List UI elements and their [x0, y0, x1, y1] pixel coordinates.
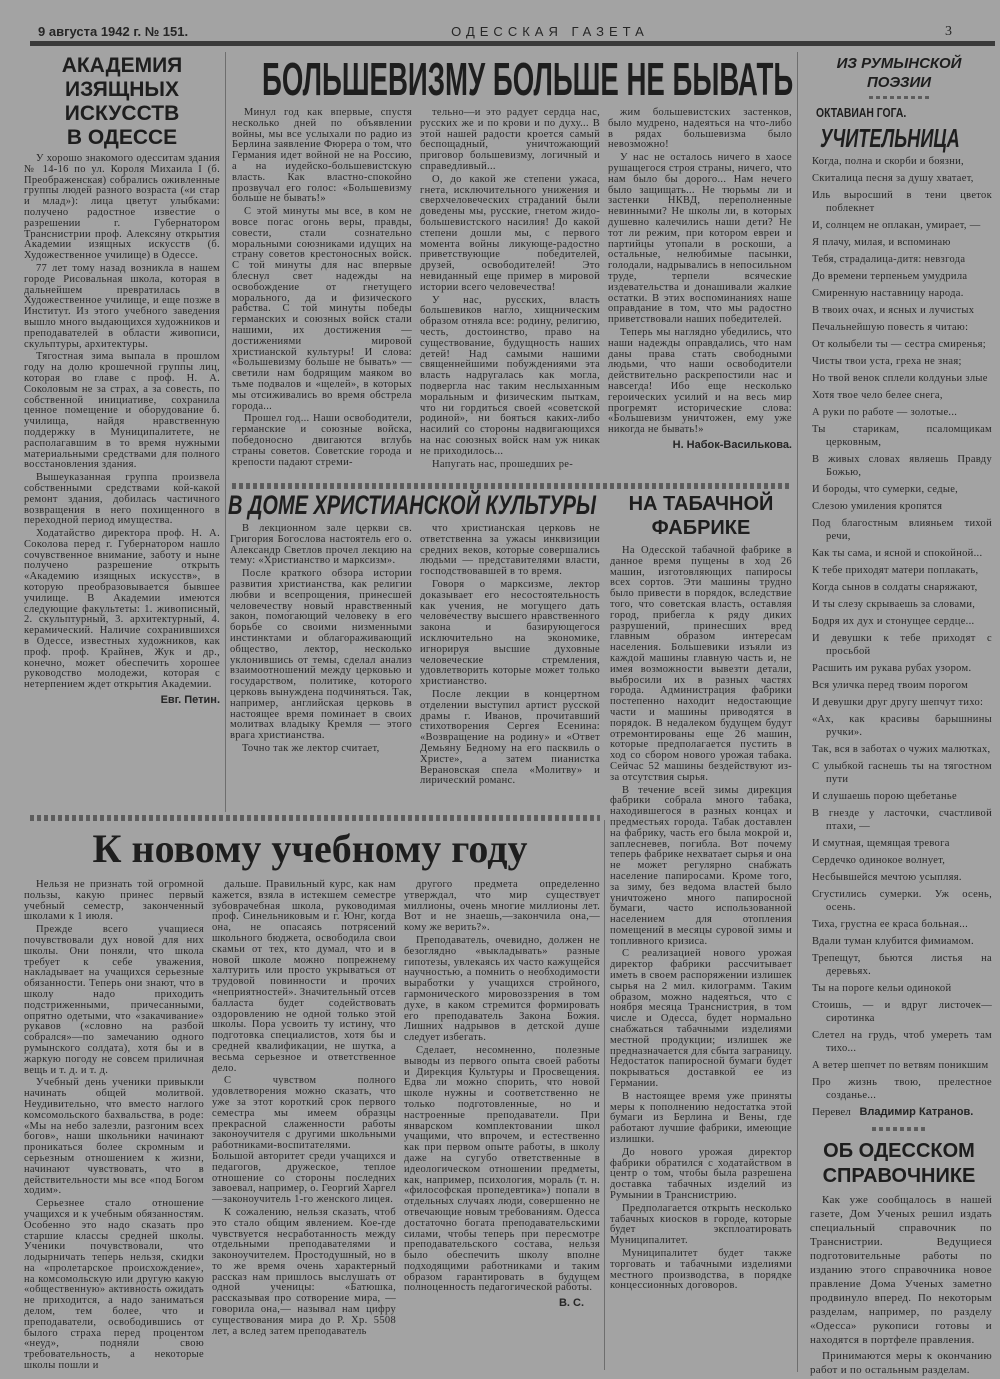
verse-line: До времени терпеньем умудрила [812, 271, 968, 282]
verse-line: В гнезде у ласточки, счастливой птахи, — [812, 808, 992, 832]
bolshevism-column-2 [420, 108, 600, 472]
school-column-1 [24, 880, 204, 1374]
headline-line: ФАБРИКЕ [651, 517, 751, 539]
verse-line: Бодря их дух и стонущее сердце... [812, 616, 975, 627]
masthead-rule [30, 41, 995, 46]
paragraph: У нас, русских, власть большевиков нагло, хищническим образом отняла все: родину, религию, честь, достоинство, право на существование, будущность наших детей! Над самыми нашими священнейшими побуждениями эта власть надругалась как могла, подвергла нас таким неслыханным моральным и физическим пыткам, что ни гордиться своей «советской родиной», ни бояться каких-либо насилий со стороны надвигающихся на нас союзных войск нам уж никак не приходилось... [420, 294, 600, 457]
paragraph: Сделает, несомненно, полезные выводы из первого опыта своей работы и Дирекция Культуры и Просвещения. Едва ли можно спорить, что новой школе нужны и соответственно не только подготовленные, но и настроенные преподаватели. При январском комплектовании школ учащими, что впрочем, и естественно как при первом опыте работы, в школу даже на сугубо ответственные в идеологическом отношении предметы, как, например, психология, мораль (т. н. «философская пропедевтика») попали в отдельных случаях люди, совершенно не отвечающие новым требованиям. Одесса достаточно богата преподавательскими силами, чтобы теперь при пересмотре преподавательского состава, нельзя было обеспечить школу вполне подходящими работниками и таким образом гарантировать в будущем полноценность педагогической работы. [404, 1044, 600, 1294]
verse-line: Ты старикам, псаломщикам церковным, [812, 424, 992, 448]
article-poem [806, 54, 992, 1131]
paragraph: Прежде всего учащиеся почувствовали дух новой для них школы. Они поняли, что школа требует к себе уважения, накладывает на учащихся серьезные обязанности. Теперь они знают, что в школу надо приходить подстриженными, причесанными, опрятно одетыми, что «закачивание» рукавов («словно на разбой собрался»—по замечанию одного румынского солдата), хотя бы и в жаркую погоду не совсем приличная вещь и т. д. и т. д. [24, 924, 204, 1076]
paragraph: С реализацией нового урожая директор фабрики рассчитывает иметь в своем распоряжении излишек сырья на 2 мил. килограмм. Таким образом, можно надеяться, что с ноября месяца Транснистрия, в том числе и Одесса, будет нормально снабжаться табачными изделиями местной продукции; излишек же предназначается для сбыта заграницу. Недостаток папиросной бумаги будет покрываться доставкой ее из Германии. [610, 948, 792, 1090]
paragraph: О, до какой же степени ужаса, гнета, исключительного унижения и сверхчеловеческих страданий были доведены мы, русские, гнетом жидо-большевистского насилия! До какой степени дошли мы, с первого момента войны ликующе-радостно приветствующие победителей, друзей, освободителей! Это невиданный еще пример в мировой истории всего человечества! [420, 173, 600, 293]
poem-title [820, 123, 992, 153]
poem-verses [812, 155, 992, 1102]
bolshevism-byline: Н. Набок-Василькова. [672, 438, 792, 451]
verse-line: Трепещут, бьются листья на деревьях. [812, 953, 992, 977]
paragraph: дальше. Правильный курс, как нам кажется, взяла в истекшем семестре зубоврачебная школа, руководимая проф. Синельниковым и г. Юнг, когда она, не опасаясь потрясений школьного бюджета, освободила свои скамьи от тех, кто думал, что и в новой школе можно попрежнему халтурить или просто укрываться от трудовой повинности и прочих «неприятностей». Значительный отсев балласта будет содействовать оздоровлению не одной только этой школы. Пора усвоить ту истину, что подготовка специалистов, хотя бы и средней квалификации, не шутка, а весьма серьезное и ответственное дело. [212, 879, 396, 1074]
article-tobacco-factory [610, 492, 792, 1294]
paragraph: В лекционном зале церкви св. Григория Богослова настоятель его о. Александр Светлов прочел лекцию на тему: «Христианство и марксизм». [230, 523, 412, 567]
paragraph: У хорошо знакомого одесситам здания № 14-16 по ул. Короля Михаила I (б. Преображенская) собрались оживленные группы людей разного возраста («и стар и млад»): лица цветут улыбками: получено радостное известие о разрешении г. Губернатором Транснистрии проф. Алексяну открытия Академии изящных искусств (б. Художественное училище) в Одессе. [24, 153, 220, 262]
verse-line: Про жизнь твою, прелестное созданье... [812, 1077, 992, 1101]
verse-line: И девушки к тебе приходят с просьбой [812, 633, 992, 657]
paragraph: Учебный день ученики привыкли начинать общей молитвой. Неудивительно, что вместо наглого комсомольского бахвальства, в роде: «Мы на небо залезли, разгоним всех богов», наши школьники начинают проникаться более скромным и серьезным отношением к жизни, начинают чувствовать, что в действительности мы все «под Богом ходим». [24, 1077, 204, 1197]
verse-line: Тиха, грустна ее краса больная... [812, 919, 969, 930]
verse-line: А ветер шепчет по ветвям поникшим [812, 1060, 989, 1071]
paragraph: 77 лет тому назад возникла в нашем городе Рисовальная школа, которая в дальнейшем превратилась в Художественное училище, и еще позже в Институт. Из этого учебного заведения вышло много выдающихся художников и преподавателей в области живописи, скульптуры, архитектуры. [24, 262, 220, 350]
headline-line: СПРАВОЧНИКЕ [822, 1165, 976, 1187]
school-column-3-wrap [404, 880, 600, 1310]
title-text: УЧИТЕЛЬНИЦА [820, 123, 960, 153]
paragraph: Как уже сообщалось в нашей газете, Дом Ученых решил издать специальный справочник по Транснистрии. Ведущиеся подготовительные работы по изданию этого справочника новое правление Дома Ученых заметно продвинуло вперед. По некоторым разделам, например, по разделу «Одесса» рукописи готовы и находятся в портфеле правления. [810, 1194, 992, 1346]
paragraph: Ходатайство директора проф. Н. А. Соколова перед г. Губернатором нашло сочувственное внимание, заботу и ныне получено разрешение открыть «Академию изящных искусств», в которую преобразовывается бывшее училище. В Академии имеются следующие факультеты: 1. живописный, 2. скульптурный, 3. архитектурный, 4. керамический. Наличие сохранившихся в Одессе, известных художников, как проф. проф. Крайнев, Жук и др., конечно, может обеспечить хорошее руководство молодежи, которая с нетерпением ждет открытия Академии. [24, 528, 220, 691]
verse-line: Смиренную наставницу народа. [812, 288, 964, 299]
headline-line: АКАДЕМИЯ [61, 54, 183, 77]
paragraph: жим большевистских застенков, было мудрено, надеяться на что-либо в рядах большевизма было невозможно! [608, 107, 792, 151]
headline-line: ИЗЯЩНЫХ ИСКУССТВ [64, 78, 180, 125]
paragraph: После лекции в концертном отделении выступил артист русской драмы г. Иванов, прочитавший стихотворения Сергея Есенина: «Возвращение на родину» и «Ответ Демьяну Бедному на его пасквиль о Христе», а затем пианистка Верановская спела «Молитву» и лирический романс. [420, 688, 600, 787]
tobacco-headline [610, 492, 792, 540]
section-divider [30, 815, 600, 821]
verse-line: Но твой венок сплели колдуньи злые [812, 373, 988, 384]
paragraph: Муниципалитет будет также торговать и табачными изделиями местного производства, в порядке концессионных договоров. [610, 1248, 792, 1292]
issue-date-number: 9 августа 1942 г. № 151. [38, 24, 189, 39]
paragraph: Нельзя не признать той огромной пользы, какую принес первый учебный семестр, законченный школами к 1 июля. [24, 879, 204, 923]
verse-line: И слушаешь порою щебетанье [812, 791, 957, 802]
verse-line: И смутная, щемящая тревога [812, 838, 950, 849]
verse-line: Я плачу, милая, и вспоминаю [812, 237, 951, 248]
verse-line: Слетел на грудь, чтоб умереть там тихо... [812, 1030, 992, 1054]
verse-line: Когда, полна и скорби и боязни, [812, 156, 964, 167]
paragraph: Говоря о марксизме, лектор доказывает его несостоятельность как учения, не могущего дать человечеству высшего нравственного закона и базирующегося исключительно на экономике, игнорируя высшие духовные человеческие стремления, удовлетворить которые может только христианство. [420, 578, 600, 688]
verse-line: Тебя, страдалица-дитя: невзгода [812, 254, 966, 265]
verse-line: И девушки друг другу шепчут тихо: [812, 697, 984, 708]
verse-line: И бороды, что сумерки, седые, [812, 484, 959, 495]
paragraph: Прошел год... Наши освободители, германские и союзные войска, победоносно двигаются вглубь страны советов. Советские города и крепости падают стреми- [232, 413, 412, 468]
paragraph: Предполагается открыть несколько табачных киосков в городе, которые будет эксплоатировать Муниципалитет. [610, 1202, 792, 1247]
paragraph: Вышеуказанная группа произвела собственными средствами кой-какой ремонт здания, добилась частичного возвращения в него похищенного в переходной период имущества. [24, 472, 220, 527]
verse-line: А руки по работе — золотые... [812, 407, 958, 418]
verse-line: Хотя твое чело белее снега, [812, 390, 943, 401]
column-rule [225, 52, 226, 812]
paragraph: Преподаватель, очевидно, должен не безоглядно «выкладывать» разные гипотезы, увлекаясь их часто кажущейся научностью, а помнить о необходимости выработки у учащихся стройного, гармонического мировоззрения в том духе, в каком стремится формировать его преподаватель Закона Божия. Лишних надрывов в детской душе следует избегать. [404, 934, 600, 1044]
verse-line: К тебе приходят матери поплакать, [812, 565, 979, 576]
verse-line: Под благостным влияньем тихой речи, [812, 518, 992, 542]
translator-name: Владимир Катранов. [859, 1106, 974, 1118]
reference-body [810, 1193, 992, 1377]
paragraph: Напугать нас, прошедших ре- [432, 458, 574, 470]
paragraph: что христианская церковь не ответственна за ужасы инквизиции средних веков, которые совершались людьми — представителями власти, господствовавшей в то время. [420, 523, 600, 578]
verse-line: И, солнцем не оплакан, умирает, — [812, 220, 981, 231]
verse-line: В твоих очах, и ясных и лучистых [812, 305, 975, 316]
ornament [872, 1127, 927, 1131]
verse-line: Вдали туман клубится фимиамом. [812, 936, 974, 947]
academy-headline [24, 54, 220, 150]
paragraph: В настоящее время уже приняты меры к пополнению недостатка этой бумаги из Берлина и Вены, где работают лучшие фабрики, имеющие излишки. [610, 1090, 792, 1146]
paragraph: С этой минуты мы все, в ком не вовсе погас огонь веры, правды, совести, стали сознательно моральными союзниками идущих на страну советов крестоносных войск. С той минуты для нас впервые блеснул свет надежды на освобождение от гнетущего морального, да и физического рабства. С той минуты победы германских и союзных войск стали нашими, их достижения — достижениями мировой христианской культуры! И слова: «Большевизму больше не бывать» — светили нам бодрящим маяком во тьме подвалов и «щелей», в которых мы отсиживались во время обстрела города... [232, 206, 412, 412]
heading-line: ИЗ РУМЫНСКОЙ [836, 55, 962, 72]
paragraph: К сожалению, нельзя сказать, чтоб это стало общим явлением. Кое-где чувствуется несработанность между отдельными преподавателями и законоучителем. Простодушный, но в то же время очень характерный рассказ нам пришлось выслушать от одной ученицы: «Батюшка, рассказывая про сотворение мира, —говорила она,— называл нам цифру существования мира до Р. Хр. 5508 лет, а вслед затем преподаватель [212, 1206, 396, 1337]
bolshevism-column-3 [608, 108, 792, 436]
paragraph: Точно так же лектор считает, [242, 742, 380, 754]
paragraph: Теперь мы наглядно убедились, что наши надежды оправдались, что нам даны права стать свободными людьми, что наши освободители действительно раскрепостили нас и навсегда! Ибо еще несколько героических усилий и на весь мир прогремят исторические слова: «Большевизм уничтожен, ему уже никогда не бывать!» [608, 326, 792, 436]
translator-label: Перевел [812, 1106, 851, 1118]
paragraph: С чувством полного удовлетворения можно сказать, что уже за этот короткий срок первого семестра мы имеем образцы прекрасной слаженности работы законоучителя с другими школьными работниками-воспитателями. Большой авторитет среди учащихся и педагогов, дружеское, теплое отношение со стороны последних завоевал, например, о. Георгий Харгел—законоучитель 1-го женского лицея. [212, 1075, 396, 1206]
bolshevism-column-3-wrap [608, 108, 792, 452]
headline-text: В ДОМЕ ХРИСТИАНСКОЙ КУЛЬТУРЫ [228, 490, 596, 520]
paragraph: После краткого обзора истории развития христианства, как религии любви и всепрощения, принесшей человечеству новый нравственный закон, помогающий человеку в его борьбе со своими низменными инстинктами и облагораживающий общество, лектор, несколько уклонившись от темы, сделал анализ взаимоотношений между церковью и государством, политике, которого церковь вынуждена подчиняться. Так, например, английская церковь в настоящее время поминает в своих молитвах владыку Кремля — этого врага христианства. [230, 568, 412, 742]
verse-line: Чисты твои уста, греха не зная; [812, 356, 962, 367]
verse-line: Скиталица песня за душу хватает, [812, 173, 974, 184]
bolshevism-column-1 [232, 108, 412, 470]
academy-body [24, 154, 220, 691]
verse-line: Как ты сама, и ясной и спокойной... [812, 548, 983, 559]
verse-line: Иль выросший в тени цветок поблекнет [812, 190, 992, 214]
paragraph: Принимаются меры к окончанию работ и по остальным разделам. [810, 1350, 992, 1376]
poem-translator [812, 1106, 992, 1119]
christian-column-1 [230, 524, 412, 757]
verse-line: Стоишь, — и вдруг листочек—сиротинка [812, 1000, 992, 1024]
heading-line: ПОЭЗИИ [866, 74, 932, 91]
poem-section-heading [806, 54, 992, 92]
christian-column-2 [420, 524, 600, 789]
school-byline: В. С. [558, 1297, 584, 1310]
ornament [869, 96, 929, 99]
page-number: 3 [945, 24, 952, 39]
paragraph: тельно—и это радует сердца нас, русских же и по крови и по духу... В этой нашей радости кроется самый беспощадный, уничтожающий приговор большевизму, логичный и справедливый... [420, 107, 600, 172]
school-column-2 [212, 880, 396, 1339]
paragraph: Тягостная зима выпала в прошлом году на долю крошечной группы лиц, которая во главе с проф. Н. А. Соколовым не за страх, а за совесть, по собственной инициативе, сохранила ценное помещение и оборудование б. училища, найдя нравственную поддержку в Муниципалитете, не располагавшим в то время нужными материальными средствами для полного восстановления здания. [24, 351, 220, 471]
reference-headline [806, 1139, 992, 1189]
author-text: ОКТАВИАН ГОГА. [816, 105, 907, 120]
headline-line: НА ТАБАЧНОЙ [628, 493, 774, 515]
verse-line: Печальнейшую повесть я читаю: [812, 322, 969, 333]
column-rule [797, 52, 798, 1372]
poem-author [816, 105, 992, 121]
paragraph: Серьезнее стало отношение учащихся и к учебным обязанностям. Особенно это надо сказать про старшие классы средней школы. Ученики почувствовали, что лодырничать теперь нельзя, скидки на «пролетарское происхождение», на комсомольскую или другую какую «общественную» активность ожидать не приходится, а надо заниматься делом, тем более, что и преподаватели, освободившись от былого страха перед процентом «неуд», подняли свою требовательность, а некоторые школы пошли и [24, 1198, 204, 1372]
verse-line: Расшить им рукава рубах узором. [812, 663, 972, 674]
article-reference-book [806, 1139, 992, 1377]
verse-line: Сгустились сумерки. Уж осень, осень. [812, 889, 992, 913]
verse-line: С улыбкой гаснешь ты на тягостном пути [812, 761, 992, 785]
verse-line: Несбывшейся мечтою усыпляя. [812, 872, 962, 883]
headline-line: В ОДЕССЕ [66, 126, 178, 149]
newspaper-name: ОДЕССКАЯ ГАЗЕТА [451, 24, 649, 39]
verse-line: И ты слезу скрываешь за словами, [812, 599, 976, 610]
verse-line: Ты на пороге кельи одинокой [812, 983, 952, 994]
verse-line: Так, вся в заботах о чужих малютках, [812, 744, 991, 755]
paragraph: Минул год как впервые, спустя несколько дней по объявлении войны, мы все услыхали по радио из Берлина заявление Фюрера о том, что Германия идет войной не на Россию, а на иудейско-большевистскую власть. Как властно-спокойно прозвучал его голос: «Большевизму больше не бывать!» [232, 107, 412, 205]
verse-line: Когда сынов в солдаты снаряжают, [812, 582, 978, 593]
article-academy [24, 54, 220, 707]
verse-line: Вся уличка перед твоим порогом [812, 680, 969, 691]
headline-text: БОЛЬШЕВИЗМУ БОЛЬШЕ НЕ БЫВАТЬ [262, 53, 794, 105]
verse-line: От колыбели ты — сестра смиренья; [812, 339, 987, 350]
academy-byline: Евг. Петин. [160, 694, 220, 707]
paragraph: другого предмета определенно утверждал, что мир существует миллионы, очень многие миллионы лет. Вот и не знаешь,—закончила она,— кому же верить?». [404, 879, 600, 934]
school-headline: К новому учебному году [92, 826, 528, 871]
paragraph: До нового урожая директор фабрики обратился с ходатайством в центр о том, чтобы была разрешена доставка табачных изделий из Румынии в Транснистрию. [610, 1146, 792, 1202]
headline-line: ОБ ОДЕССКОМ [823, 1140, 975, 1162]
paragraph: На Одесской табачной фабрике в данное время пущены в ход 26 машин, изготовляющих папиросы всех сортов. Эти машины трудно было привести в порядок, вследствие того, что советская власть, оставляя город, прибегла к ряду диких разрушений, принесших вред главным образом интересам населения. Большевики изъяли из каждой машины главную часть и, не имея возможности вывезти детали, выбросили их в разных частях города. Администрация фабрики постепенно находит недостающие части и машины приводятся в порядок. В недалеком будущем будут отремонтированы еще 26 машин, которые предполагается пустить в ход со сбором нового урожая табака. Сейчас 52 машины бездействуют из-за отсутствия сырья. [610, 545, 792, 783]
right-column [806, 54, 992, 1379]
paragraph: В течение всей зимы дирекция фабрики собрала много табака, находившегося в разных концах и предместьях города. Табак доставлен на фабрику, часть его была мокрой и, заплесневев, погибла. Вот почему теперь фабрике нехватает сырья и она не может регулярно снабжать население папиросами. Кроме того, за зиму, без ведома властей было уничтожено много папиросной бумаги, часто использованной населением для отопления помещений в месяцы суровой зимы и топливного кризиса. [610, 784, 792, 947]
tobacco-body [610, 546, 792, 1292]
verse-line: «Ах, как красивы барышнины ручки». [812, 714, 992, 738]
verse-line: Слезою умиления кропятся [812, 501, 943, 512]
school-column-3 [404, 880, 600, 1294]
section-divider [232, 483, 790, 489]
column-rule [604, 820, 605, 1370]
paragraph: У нас не осталось ничего в хаосе рушащегося строя страны, ничего, что нам было бы дорого... Нам нечего было защищать... Не тюрьмы ли и застенки НКВД, переполненные невинными? Не школы ли, в которых душевно калечились наши дети? Не тот ли режим, при котором евреи и партийцы утопали в роскоши, а остальные, нелюбимые пасынки, голодали, надрывались в непосильном труде, терпели всяческие издевательства и донашивали жалкие остатки. В этих воспоминаниях наше оправдание в том, что мы радостно приветствовали наших победителей. [608, 152, 792, 326]
verse-line: В живых словах являешь Правду Божью, [812, 454, 992, 478]
verse-line: Сердечко одинокое волнует, [812, 855, 946, 866]
